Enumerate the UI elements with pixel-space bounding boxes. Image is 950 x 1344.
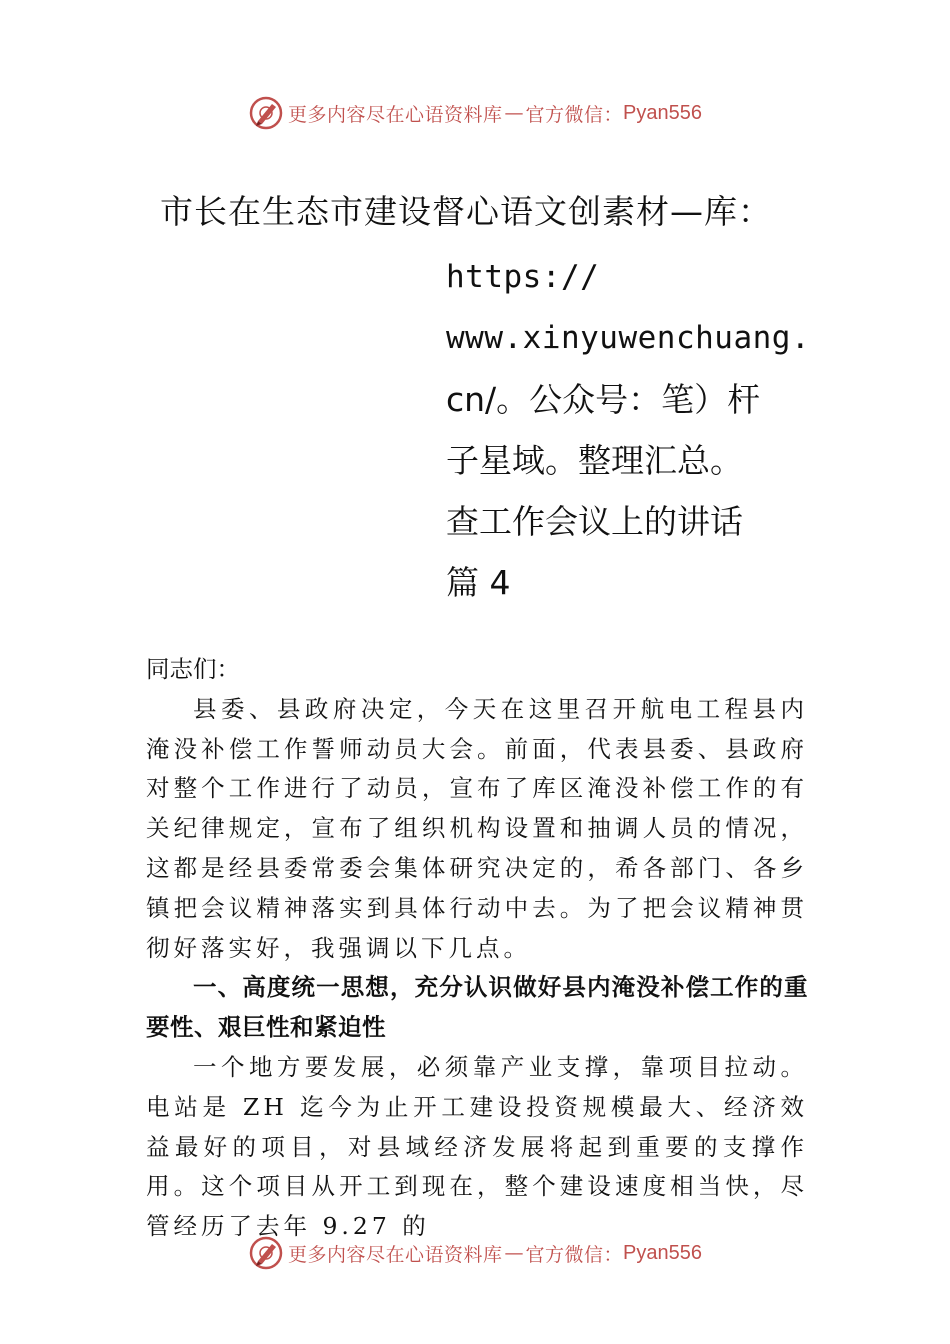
document-title: 市长在生态市建设督心语文创素材—库：	[160, 192, 772, 231]
pen-logo-icon	[248, 1235, 284, 1271]
title-url-part1: https://	[446, 259, 600, 295]
header-banner	[0, 91, 950, 135]
title-line-4: cn/。公众号：笔）杆	[446, 380, 761, 419]
banner-text: 更多内容尽在心语资料库	[288, 1243, 503, 1266]
banner-wechat-label: 官方微信：	[525, 103, 624, 126]
title-line-6: 查工作会议上的讲话	[446, 502, 743, 541]
banner-separator: —	[504, 102, 524, 124]
document-title-continued	[446, 247, 811, 613]
title-line-7: 篇 4	[446, 563, 511, 602]
banner-wechat-id: Pyan556	[623, 101, 702, 124]
banner-text: 更多内容尽在心语资料库	[288, 103, 503, 126]
paragraph-1: 县委、县政府决定，今天在这里召开航电工程县内淹没补偿工作誓师动员大会。前面，代表县委、县政府对整个工作进行了动员，宣布了库区淹没补偿工作的有关纪律规定，宣布了组织机构设置和抽调人员的情况，这都是经县委常委会集体研究决定的，希各部门、各乡镇把会议精神落实到具体行动中去。为了把会议精神贯彻好落实好，我强调以下几点。	[146, 694, 808, 962]
banner-separator: —	[504, 1242, 524, 1264]
footer-banner	[0, 1231, 950, 1275]
title-url-part2: www.xinyuwenchuang.	[446, 320, 811, 356]
salutation: 同志们：	[146, 655, 240, 683]
paragraph-2: 一个地方要发展，必须靠产业支撑，靠项目拉动。电站是 ZH 迄今为止开工建设投资规模最大、经济效益最好的项目，对县域经济发展将起到重要的支撑作用。这个项目从开工到现在，整个建设速度相当快，尽管经历了去年 9.27 的	[146, 1052, 808, 1241]
document-body	[146, 650, 808, 1247]
pen-logo-icon	[248, 95, 284, 131]
section-heading-1: 一、高度统一思想，充分认识做好县内淹没补偿工作的重要性、艰巨性和紧迫性	[146, 973, 808, 1042]
banner-wechat-label: 官方微信：	[525, 1243, 624, 1266]
title-line-5: 子星域。整理汇总。	[446, 441, 743, 480]
banner-wechat-id: Pyan556	[623, 1241, 702, 1264]
